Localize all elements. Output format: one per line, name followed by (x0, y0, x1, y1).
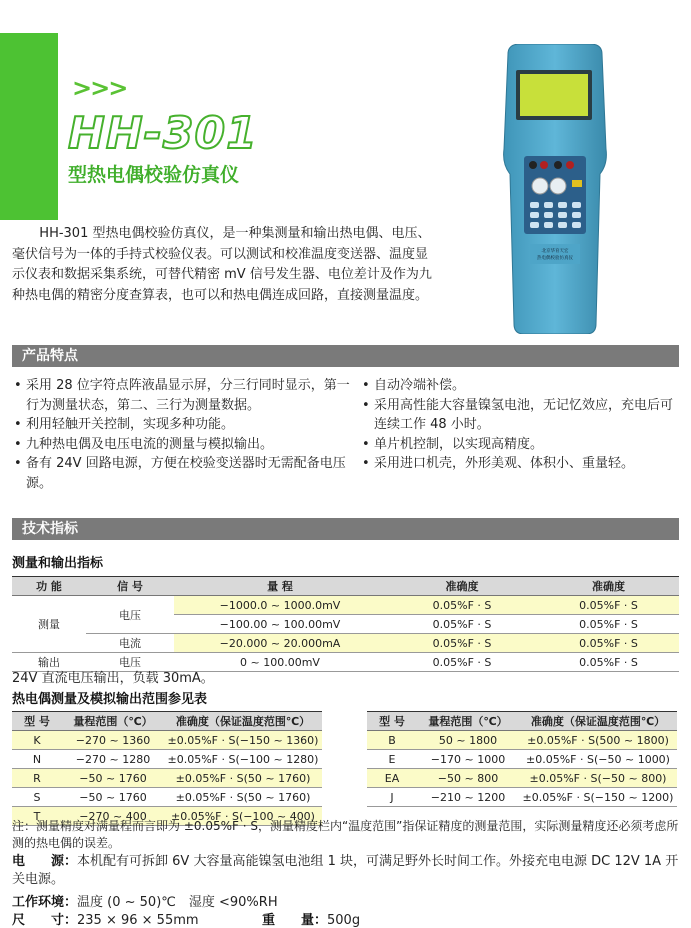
intro-paragraph: HH-301 型热电偶校验仿真仪，是一种集测量和输出热电偶、电压、毫伏信号为一体的手持式校验仪表。可以测试和校准温度变送器、温度显示仪表和数据采集系统，可替代精密 mV 信号发生器、电位差计及作为九种热电偶的精密分度查算表，也可以和热电偶连成回路，直接测量温度。 (12, 226, 432, 303)
power-text: 本机配有可拆卸 6V 大容量高能镍氢电池组 1 块，可满足野外长时间工作。外接充电电源 DC 12V 1A 开关电源。 (12, 854, 679, 887)
table-header-row (12, 712, 322, 731)
table-cell: ±0.05%F · S(50 ~ 1760) (164, 788, 322, 807)
table-header: 准确度 (538, 577, 679, 596)
table-header: 量程范围（℃） (62, 712, 164, 731)
table-cell: ±0.05%F · S(−50 ~ 1000) (519, 750, 677, 769)
table-cell: S (12, 788, 62, 807)
measure-output-title: 测量和输出指标 (12, 556, 104, 571)
list-item: • 九种热电偶及电压电流的测量与模拟输出。 (12, 435, 352, 455)
table-cell: ±0.05%F · S(−50 ~ 800) (519, 769, 677, 788)
table-cell: ±0.05%F · S(50 ~ 1760) (164, 769, 322, 788)
size-text: 235 × 96 × 55mm (77, 913, 199, 928)
table-row (367, 769, 677, 788)
table-row (12, 769, 322, 788)
weight-spec (262, 909, 360, 928)
table-cell: −270 ~ 400 (62, 807, 164, 826)
table-cell: 0.05%F · S (538, 634, 679, 653)
table-header-row (12, 577, 679, 596)
table-cell: 0.05%F · S (538, 596, 679, 615)
list-item: • 采用高性能大容量镍氢电池，无记忆效应，充电后可连续工作 48 小时。 (360, 396, 678, 435)
table-cell: ±0.05%F · S(500 ~ 1800) (519, 731, 677, 750)
size-spec (12, 909, 199, 928)
list-item: • 采用进口机壳，外形美观、体积小、重量轻。 (360, 454, 678, 474)
device-label-2: 热电偶校验仿真仪 (537, 256, 573, 261)
table-cell: ±0.05%F · S(−150 ~ 1360) (164, 731, 322, 750)
table-cell: 电压 (86, 596, 174, 634)
thermocouple-table-right (367, 711, 677, 807)
env-label: 工作环境： (12, 895, 78, 910)
table-cell: 0.05%F · S (386, 634, 538, 653)
table-cell: K (12, 731, 62, 750)
table-cell: 电压 (86, 653, 174, 672)
table-row (367, 788, 677, 807)
table-cell: EA (367, 769, 417, 788)
table-cell: −1000.0 ~ 1000.0mV (174, 596, 386, 615)
arrows-icon: >>> (72, 74, 127, 102)
list-item: • 采用 28 位字符点阵液晶显示屏，分三行同时显示，第一行为测量状态，第二、三行为测量数据。 (12, 376, 352, 415)
list-item: • 利用轻触开关控制，实现多种功能。 (12, 415, 352, 435)
table-header: 型 号 (12, 712, 62, 731)
table-cell: 0.05%F · S (386, 596, 538, 615)
size-label: 尺 寸： (12, 913, 78, 928)
table-cell: −270 ~ 1360 (62, 731, 164, 750)
table-header-row (367, 712, 677, 731)
table-row (12, 634, 679, 653)
product-title: 型热电偶校验仿真仪 (68, 164, 240, 186)
weight-label: 重 量： (262, 913, 328, 928)
table-cell: 50 ~ 1800 (417, 731, 519, 750)
list-item: • 自动冷端补偿。 (360, 376, 678, 396)
weight-text: 500g (327, 913, 361, 928)
environment-spec (12, 891, 278, 910)
table-cell: B (367, 731, 417, 750)
table-cell: R (12, 769, 62, 788)
model-title: HH-301 (68, 108, 258, 159)
table-cell: ±0.05%F · S(−100 ~ 400) (164, 807, 322, 826)
table-header: 准确度（保证温度范围℃） (164, 712, 322, 731)
table-cell: −50 ~ 1760 (62, 788, 164, 807)
device-image (500, 44, 610, 334)
table-header: 信 号 (86, 577, 174, 596)
table-cell: E (367, 750, 417, 769)
list-item: • 单片机控制，以实现高精度。 (360, 435, 678, 455)
accuracy-note: 注：测量精度对满量程而言即为 ±0.05%F · S，测量精度栏内“温度范围”指保证精度的测量范围，实际测量精度还必须考虑所测的热电偶的误差。 (12, 819, 679, 850)
table-row (367, 731, 677, 750)
table-cell: −210 ~ 1200 (417, 788, 519, 807)
list-item: • 备有 24V 回路电源，方便在校验变送器时无需配备电压源。 (12, 454, 352, 493)
table-header: 量 程 (174, 577, 386, 596)
table-row (12, 750, 322, 769)
device-label-1: 北京华育天宏 (541, 249, 569, 254)
power-label: 电 源： (12, 854, 78, 869)
table-cell: −100.00 ~ 100.00mV (174, 615, 386, 634)
dc-output-text: 24V 直流电压输出，负载 30mA。 (12, 671, 214, 686)
table-row (12, 596, 679, 615)
table-row (367, 750, 677, 769)
features-right-list (360, 376, 678, 474)
features-section-header: 产品特点 (12, 345, 679, 367)
thermocouple-table-left (12, 711, 322, 826)
features-left-list (12, 376, 352, 493)
table-cell: ±0.05%F · S(−100 ~ 1280) (164, 750, 322, 769)
env-text: 温度 (0 ~ 50)℃ 湿度 <90%RH (77, 895, 278, 910)
table-cell: 0 ~ 100.00mV (174, 653, 386, 672)
table-cell: 0.05%F · S (386, 615, 538, 634)
table-header: 型 号 (367, 712, 417, 731)
table-cell: 输出 (12, 653, 86, 672)
table-header: 准确度 (386, 577, 538, 596)
table-cell: 0.05%F · S (386, 653, 538, 672)
table-cell: 0.05%F · S (538, 653, 679, 672)
table-cell: ±0.05%F · S(−150 ~ 1200) (519, 788, 677, 807)
table-cell: N (12, 750, 62, 769)
table-cell: 0.05%F · S (538, 615, 679, 634)
table-row (12, 788, 322, 807)
thermocouple-title: 热电偶测量及模拟输出范围参见表 (12, 692, 208, 707)
table-cell: −50 ~ 800 (417, 769, 519, 788)
specs-section-header: 技术指标 (12, 518, 679, 540)
table-cell: −50 ~ 1760 (62, 769, 164, 788)
table-cell: −170 ~ 1000 (417, 750, 519, 769)
table-row (12, 731, 322, 750)
table-cell: −20.000 ~ 20.000mA (174, 634, 386, 653)
table-cell: −270 ~ 1280 (62, 750, 164, 769)
table-cell: 电流 (86, 634, 174, 653)
table-header: 功 能 (12, 577, 86, 596)
green-accent-bar (0, 33, 58, 220)
table-cell: J (367, 788, 417, 807)
table-cell: 测量 (12, 596, 86, 653)
power-spec (12, 853, 679, 889)
table-cell: T (12, 807, 62, 826)
table-header: 量程范围（℃） (417, 712, 519, 731)
table-header: 准确度（保证温度范围℃） (519, 712, 677, 731)
measure-output-table (12, 576, 679, 672)
